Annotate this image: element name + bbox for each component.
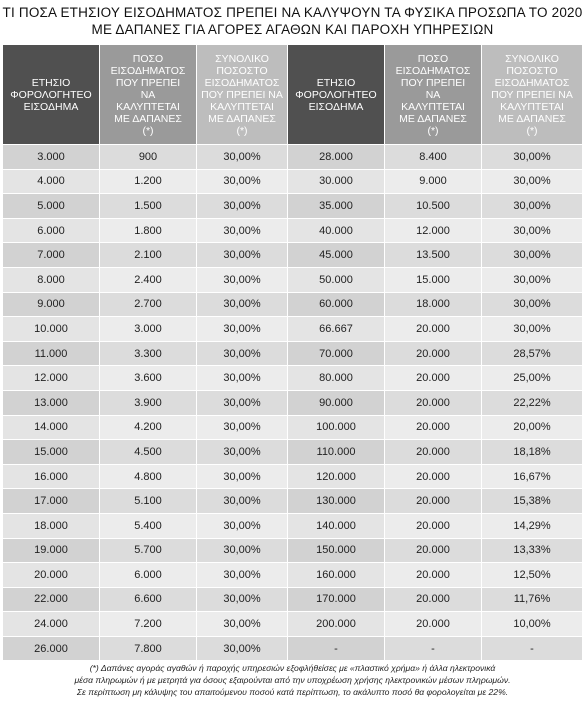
table-cell: 30,00% xyxy=(197,145,288,170)
table-cell: 3.600 xyxy=(100,366,197,391)
table-row xyxy=(3,366,583,391)
table-cell: 50.000 xyxy=(288,267,385,292)
table-row xyxy=(3,169,583,194)
table-cell: 7.800 xyxy=(100,636,197,661)
table-row xyxy=(3,440,583,465)
table-row xyxy=(3,243,583,268)
table-cell: 30,00% xyxy=(197,218,288,243)
table-cell: 120.000 xyxy=(288,464,385,489)
table-cell: 6.000 xyxy=(3,218,100,243)
table-cell: 12,50% xyxy=(482,563,583,588)
table-row xyxy=(3,513,583,538)
table-cell: - xyxy=(482,636,583,661)
table-cell: 10,00% xyxy=(482,612,583,637)
table-cell: 13.500 xyxy=(385,243,482,268)
table-cell: 8.400 xyxy=(385,145,482,170)
table-cell: 5.400 xyxy=(100,513,197,538)
table-cell: 6.600 xyxy=(100,587,197,612)
table-cell: 4.200 xyxy=(100,415,197,440)
table-cell: 26.000 xyxy=(3,636,100,661)
table-cell: 15.000 xyxy=(385,267,482,292)
table-row xyxy=(3,390,583,415)
table-cell: 10.000 xyxy=(3,317,100,342)
table-body xyxy=(3,145,583,661)
table-cell: 170.000 xyxy=(288,587,385,612)
table-cell: 30,00% xyxy=(482,218,583,243)
table-cell: 20.000 xyxy=(3,563,100,588)
table-row xyxy=(3,563,583,588)
table-cell: - xyxy=(288,636,385,661)
table-row xyxy=(3,317,583,342)
table-cell: 30,00% xyxy=(197,440,288,465)
table-cell: 2.400 xyxy=(100,267,197,292)
table-cell: 30,00% xyxy=(197,563,288,588)
table-cell: 35.000 xyxy=(288,194,385,219)
table-cell: 10.500 xyxy=(385,194,482,219)
header-row xyxy=(3,45,583,145)
table-row xyxy=(3,267,583,292)
table-cell: 30,00% xyxy=(197,636,288,661)
table-cell: 20.000 xyxy=(385,317,482,342)
table-cell: 24.000 xyxy=(3,612,100,637)
table-cell: 20,00% xyxy=(482,415,583,440)
table-cell: 4.000 xyxy=(3,169,100,194)
table-cell: 13.000 xyxy=(3,390,100,415)
table-cell: 90.000 xyxy=(288,390,385,415)
header-annual-taxable-income-left: ΕΤΗΣΙΟ ΦΟΡΟΛΟΓΗΤΕΟ ΕΙΣΟΔΗΜΑ xyxy=(3,45,100,145)
table-cell: 20.000 xyxy=(385,489,482,514)
table-cell: - xyxy=(385,636,482,661)
header-amount-covered-right: ΠΟΣΟ ΕΙΣΟΔΗΜΑΤΟΣ ΠΟΥ ΠΡΕΠΕΙ ΝΑ ΚΑΛΥΠΤΕΤΑΙ ΜΕ ΔΑΠΑΝΕΣ (*) xyxy=(385,45,482,145)
table-cell: 22.000 xyxy=(3,587,100,612)
table-cell: 4.500 xyxy=(100,440,197,465)
table-cell: 28.000 xyxy=(288,145,385,170)
table-cell: 30,00% xyxy=(197,513,288,538)
table-cell: 30,00% xyxy=(482,292,583,317)
footnote xyxy=(0,662,585,698)
table-cell: 30,00% xyxy=(482,145,583,170)
table-cell: 2.100 xyxy=(100,243,197,268)
table-cell: 20.000 xyxy=(385,415,482,440)
table-row xyxy=(3,636,583,661)
table-cell: 20.000 xyxy=(385,513,482,538)
table-cell: 30,00% xyxy=(197,464,288,489)
table-cell: 30,00% xyxy=(197,317,288,342)
table-row xyxy=(3,145,583,170)
table-cell: 7.000 xyxy=(3,243,100,268)
table-cell: 12.000 xyxy=(3,366,100,391)
table-cell: 200.000 xyxy=(288,612,385,637)
table-cell: 14.000 xyxy=(3,415,100,440)
table-cell: 30,00% xyxy=(482,194,583,219)
table-cell: 30,00% xyxy=(482,267,583,292)
table-row xyxy=(3,489,583,514)
table-cell: 1.500 xyxy=(100,194,197,219)
table-cell: 60.000 xyxy=(288,292,385,317)
table-cell: 20.000 xyxy=(385,538,482,563)
table-cell: 80.000 xyxy=(288,366,385,391)
title-line-1: ΤΙ ΠΟΣΑ ΕΤΗΣΙΟΥ ΕΙΣΟΔΗΜΑΤΟΣ ΠΡΕΠΕΙ ΝΑ ΚΑΛΥΨΟΥΝ ΤΑ ΦΥΣΙΚΑ ΠΡΟΣΩΠΑ ΤΟ 2020 xyxy=(2,5,583,20)
table-cell: 15,38% xyxy=(482,489,583,514)
header-total-percentage-left: ΣΥΝΟΛΙΚΟ ΠΟΣΟΣΤΟ ΕΙΣΟΔΗΜΑΤΟΣ ΠΟΥ ΠΡΕΠΕΙ ΝΑ ΚΑΛΥΠΤΕΤΑΙ ΜΕ ΔΑΠΑΝΕΣ (*) xyxy=(197,45,288,145)
table-cell: 1.800 xyxy=(100,218,197,243)
table-cell: 66.667 xyxy=(288,317,385,342)
table-cell: 30.000 xyxy=(288,169,385,194)
table-cell: 5.000 xyxy=(3,194,100,219)
table-cell: 18.000 xyxy=(3,513,100,538)
table-row xyxy=(3,194,583,219)
table-row xyxy=(3,341,583,366)
table-cell: 20.000 xyxy=(385,612,482,637)
table-row xyxy=(3,612,583,637)
table-row xyxy=(3,538,583,563)
table-cell: 30,00% xyxy=(197,390,288,415)
table-cell: 150.000 xyxy=(288,538,385,563)
table-cell: 22,22% xyxy=(482,390,583,415)
table-cell: 18,18% xyxy=(482,440,583,465)
table-cell: 110.000 xyxy=(288,440,385,465)
table-cell: 140.000 xyxy=(288,513,385,538)
table-cell: 1.200 xyxy=(100,169,197,194)
table-cell: 160.000 xyxy=(288,563,385,588)
table-row xyxy=(3,292,583,317)
table-cell: 30,00% xyxy=(197,341,288,366)
table-cell: 20.000 xyxy=(385,440,482,465)
footnote-line-2: μέσα πληρωμών ή με μετρητά για όσους εξαιρούνται από την υποχρέωση χρήσης ηλεκτρονικών μέσων πληρωμών. xyxy=(74,675,511,685)
table-cell: 6.000 xyxy=(100,563,197,588)
table-cell: 2.700 xyxy=(100,292,197,317)
table-cell: 11,76% xyxy=(482,587,583,612)
table-cell: 20.000 xyxy=(385,341,482,366)
table-cell: 4.800 xyxy=(100,464,197,489)
table-cell: 19.000 xyxy=(3,538,100,563)
table-cell: 100.000 xyxy=(288,415,385,440)
table-cell: 11.000 xyxy=(3,341,100,366)
table-cell: 30,00% xyxy=(197,612,288,637)
table-cell: 5.100 xyxy=(100,489,197,514)
table-cell: 13,33% xyxy=(482,538,583,563)
table-cell: 30,00% xyxy=(197,169,288,194)
table-cell: 25,00% xyxy=(482,366,583,391)
table-row xyxy=(3,587,583,612)
footnote-line-3: Σε περίπτωση μη κάλυψης του απαιτούμενου ποσού κατά περίπτωση, το ακάλυπτο ποσό θα φορολογείται με 22%. xyxy=(76,687,509,697)
table-cell: 45.000 xyxy=(288,243,385,268)
table-cell: 900 xyxy=(100,145,197,170)
income-expenses-table xyxy=(2,44,583,661)
table-cell: 30,00% xyxy=(197,366,288,391)
table-cell: 30,00% xyxy=(197,587,288,612)
title-line-2: ΜΕ ΔΑΠΑΝΕΣ ΓΙΑ ΑΓΟΡΕΣ ΑΓΑΘΩΝ ΚΑΙ ΠΑΡΟΧΗ ΥΠΗΡΕΣΙΩΝ xyxy=(91,22,494,37)
table-cell: 30,00% xyxy=(197,292,288,317)
table-cell: 20.000 xyxy=(385,563,482,588)
table-cell: 9.000 xyxy=(3,292,100,317)
table-cell: 20.000 xyxy=(385,587,482,612)
table-cell: 12.000 xyxy=(385,218,482,243)
table-cell: 16,67% xyxy=(482,464,583,489)
table-cell: 28,57% xyxy=(482,341,583,366)
table-cell: 7.200 xyxy=(100,612,197,637)
table-row xyxy=(3,218,583,243)
table-cell: 30,00% xyxy=(197,415,288,440)
table-cell: 9.000 xyxy=(385,169,482,194)
table-cell: 30,00% xyxy=(197,489,288,514)
table-cell: 40.000 xyxy=(288,218,385,243)
table-cell: 20.000 xyxy=(385,390,482,415)
table-title xyxy=(0,4,585,38)
table-cell: 17.000 xyxy=(3,489,100,514)
table-cell: 30,00% xyxy=(482,169,583,194)
header-amount-covered-left: ΠΟΣΟ ΕΙΣΟΔΗΜΑΤΟΣ ΠΟΥ ΠΡΕΠΕΙ ΝΑ ΚΑΛΥΠΤΕΤΑΙ ΜΕ ΔΑΠΑΝΕΣ (*) xyxy=(100,45,197,145)
table-cell: 30,00% xyxy=(197,243,288,268)
table-cell: 70.000 xyxy=(288,341,385,366)
table-cell: 8.000 xyxy=(3,267,100,292)
table-cell: 18.000 xyxy=(385,292,482,317)
table-cell: 3.000 xyxy=(3,145,100,170)
table-cell: 30,00% xyxy=(482,317,583,342)
table-row xyxy=(3,464,583,489)
table-cell: 3.300 xyxy=(100,341,197,366)
table-cell: 3.900 xyxy=(100,390,197,415)
table-cell: 15.000 xyxy=(3,440,100,465)
table-cell: 20.000 xyxy=(385,464,482,489)
table-cell: 5.700 xyxy=(100,538,197,563)
table-cell: 130.000 xyxy=(288,489,385,514)
table-cell: 30,00% xyxy=(482,243,583,268)
table-cell: 30,00% xyxy=(197,194,288,219)
header-total-percentage-right: ΣΥΝΟΛΙΚΟ ΠΟΣΟΣΤΟ ΕΙΣΟΔΗΜΑΤΟΣ ΠΟΥ ΠΡΕΠΕΙ ΝΑ ΚΑΛΥΠΤΕΤΑΙ ΜΕ ΔΑΠΑΝΕΣ (*) xyxy=(482,45,583,145)
table-cell: 30,00% xyxy=(197,538,288,563)
table-cell: 14,29% xyxy=(482,513,583,538)
table-cell: 20.000 xyxy=(385,366,482,391)
table-cell: 3.000 xyxy=(100,317,197,342)
table-cell: 30,00% xyxy=(197,267,288,292)
table-row xyxy=(3,415,583,440)
table-cell: 16.000 xyxy=(3,464,100,489)
header-annual-taxable-income-right: ΕΤΗΣΙΟ ΦΟΡΟΛΟΓΗΤΕΟ ΕΙΣΟΔΗΜΑ xyxy=(288,45,385,145)
footnote-line-1: (*) Δαπάνες αγοράς αγαθών ή παροχής υπηρεσιών εξοφλήθείσες με «πλαστικό χρήμα» ή άλλα ηλεκτρονικά xyxy=(89,663,496,673)
